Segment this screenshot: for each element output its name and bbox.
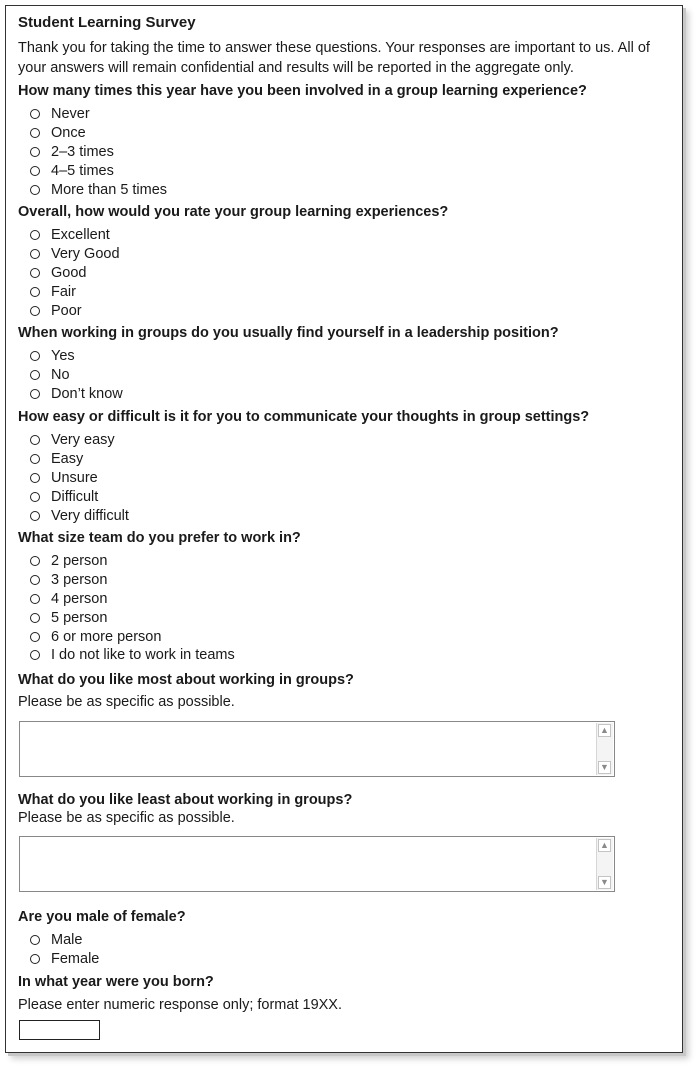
option[interactable]: [30, 366, 123, 385]
option[interactable]: [30, 282, 120, 301]
option[interactable]: [30, 347, 123, 366]
option[interactable]: [30, 552, 235, 571]
question-9-text: In what year were you born?: [18, 974, 214, 990]
radio-button-icon[interactable]: [30, 594, 40, 604]
question-6-instruction: Please be as specific as possible.: [18, 694, 235, 710]
radio-button-icon[interactable]: [30, 454, 40, 464]
radio-button-icon[interactable]: [30, 473, 40, 483]
question-6-text: What do you like most about working in groups?: [18, 672, 354, 688]
radio-button-icon[interactable]: [30, 147, 40, 157]
survey-form: [5, 5, 683, 1053]
option[interactable]: [30, 487, 129, 506]
option-label: 6 or more person: [51, 628, 162, 645]
option[interactable]: [30, 950, 99, 969]
option-label: 5 person: [51, 609, 108, 626]
option[interactable]: [30, 469, 129, 488]
option[interactable]: [30, 180, 167, 199]
radio-button-icon[interactable]: [30, 166, 40, 176]
radio-button-icon[interactable]: [30, 249, 40, 259]
option-label: 4 person: [51, 590, 108, 607]
question-3-text: When working in groups do you usually find yourself in a leadership position?: [18, 325, 559, 341]
option[interactable]: [30, 385, 123, 404]
radio-button-icon[interactable]: [30, 287, 40, 297]
option-label: Fair: [51, 283, 76, 300]
option-label: 3 person: [51, 572, 108, 589]
option-label: Very Good: [51, 246, 120, 263]
option[interactable]: [30, 143, 167, 162]
scroll-down-arrow-icon[interactable]: ▼: [598, 761, 611, 774]
option-label: Once: [51, 125, 86, 142]
option[interactable]: [30, 264, 120, 283]
like-most-textarea[interactable]: [19, 721, 615, 777]
radio-button-icon[interactable]: [30, 954, 40, 964]
option-label: Yes: [51, 348, 75, 365]
option-label: Very easy: [51, 432, 115, 449]
radio-button-icon[interactable]: [30, 389, 40, 399]
option-label: Very difficult: [51, 507, 129, 524]
option-label: Don’t know: [51, 385, 123, 402]
option[interactable]: [30, 931, 99, 950]
option[interactable]: [30, 124, 167, 143]
radio-button-icon[interactable]: [30, 613, 40, 623]
option[interactable]: [30, 627, 235, 646]
question-7-text: What do you like least about working in groups?: [18, 792, 353, 808]
option[interactable]: [30, 506, 129, 525]
option[interactable]: [30, 301, 120, 320]
option[interactable]: [30, 105, 167, 124]
option-label: I do not like to work in teams: [51, 647, 235, 664]
option-label: Good: [51, 264, 87, 281]
radio-button-icon[interactable]: [30, 650, 40, 660]
question-1-options: [30, 105, 167, 199]
question-5-text: What size team do you prefer to work in?: [18, 530, 301, 546]
textarea-scrollbar[interactable]: [596, 723, 613, 775]
survey-intro: Thank you for taking the time to answer these questions. Your responses are important to us. All of your answers will remain confidential and results will be reported in the aggregate only.: [18, 40, 650, 76]
scroll-up-arrow-icon[interactable]: ▲: [598, 839, 611, 852]
option[interactable]: [30, 161, 167, 180]
radio-button-icon[interactable]: [30, 185, 40, 195]
option[interactable]: [30, 608, 235, 627]
textarea-scrollbar[interactable]: [596, 838, 613, 890]
option-label: Unsure: [51, 469, 98, 486]
option[interactable]: [30, 571, 235, 590]
scroll-up-arrow-icon[interactable]: ▲: [598, 724, 611, 737]
option[interactable]: [30, 226, 120, 245]
question-8-text: Are you male of female?: [18, 909, 186, 925]
option[interactable]: [30, 646, 235, 665]
radio-button-icon[interactable]: [30, 268, 40, 278]
radio-button-icon[interactable]: [30, 575, 40, 585]
option[interactable]: [30, 431, 129, 450]
radio-button-icon[interactable]: [30, 556, 40, 566]
radio-button-icon[interactable]: [30, 511, 40, 521]
option-label: Male: [51, 932, 83, 949]
option[interactable]: [30, 590, 235, 609]
question-9-instruction: Please enter numeric response only; format 19XX.: [18, 997, 342, 1013]
option-label: More than 5 times: [51, 181, 168, 198]
option[interactable]: [30, 450, 129, 469]
option-label: 2–3 times: [51, 143, 114, 160]
option-label: Never: [51, 106, 90, 123]
question-2-options: [30, 226, 120, 320]
question-2-text: Overall, how would you rate your group learning experiences?: [18, 204, 449, 220]
scroll-down-arrow-icon[interactable]: ▼: [598, 876, 611, 889]
radio-button-icon[interactable]: [30, 230, 40, 240]
option-label: 2 person: [51, 553, 108, 570]
like-least-textarea[interactable]: [19, 836, 615, 892]
option-label: Easy: [51, 451, 84, 468]
option-label: 4–5 times: [51, 162, 114, 179]
radio-button-icon[interactable]: [30, 492, 40, 502]
question-8-options: [30, 931, 99, 969]
birth-year-input[interactable]: [19, 1020, 100, 1040]
question-7-instruction: Please be as specific as possible.: [18, 810, 235, 826]
option-label: Difficult: [51, 488, 99, 505]
radio-button-icon[interactable]: [30, 632, 40, 642]
option-label: Female: [51, 951, 100, 968]
option-label: Excellent: [51, 227, 110, 244]
question-5-options: [30, 552, 235, 665]
question-3-options: [30, 347, 123, 403]
option-label: No: [51, 367, 70, 384]
survey-title: Student Learning Survey: [18, 14, 196, 31]
radio-button-icon[interactable]: [30, 935, 40, 945]
option[interactable]: [30, 245, 120, 264]
radio-button-icon[interactable]: [30, 109, 40, 119]
question-4-options: [30, 431, 129, 525]
radio-button-icon[interactable]: [30, 435, 40, 445]
radio-button-icon[interactable]: [30, 370, 40, 380]
radio-button-icon[interactable]: [30, 128, 40, 138]
radio-button-icon[interactable]: [30, 306, 40, 316]
question-1-text: How many times this year have you been involved in a group learning experience?: [18, 83, 587, 99]
radio-button-icon[interactable]: [30, 351, 40, 361]
question-4-text: How easy or difficult is it for you to communicate your thoughts in group settings?: [18, 409, 590, 425]
option-label: Poor: [51, 302, 82, 319]
